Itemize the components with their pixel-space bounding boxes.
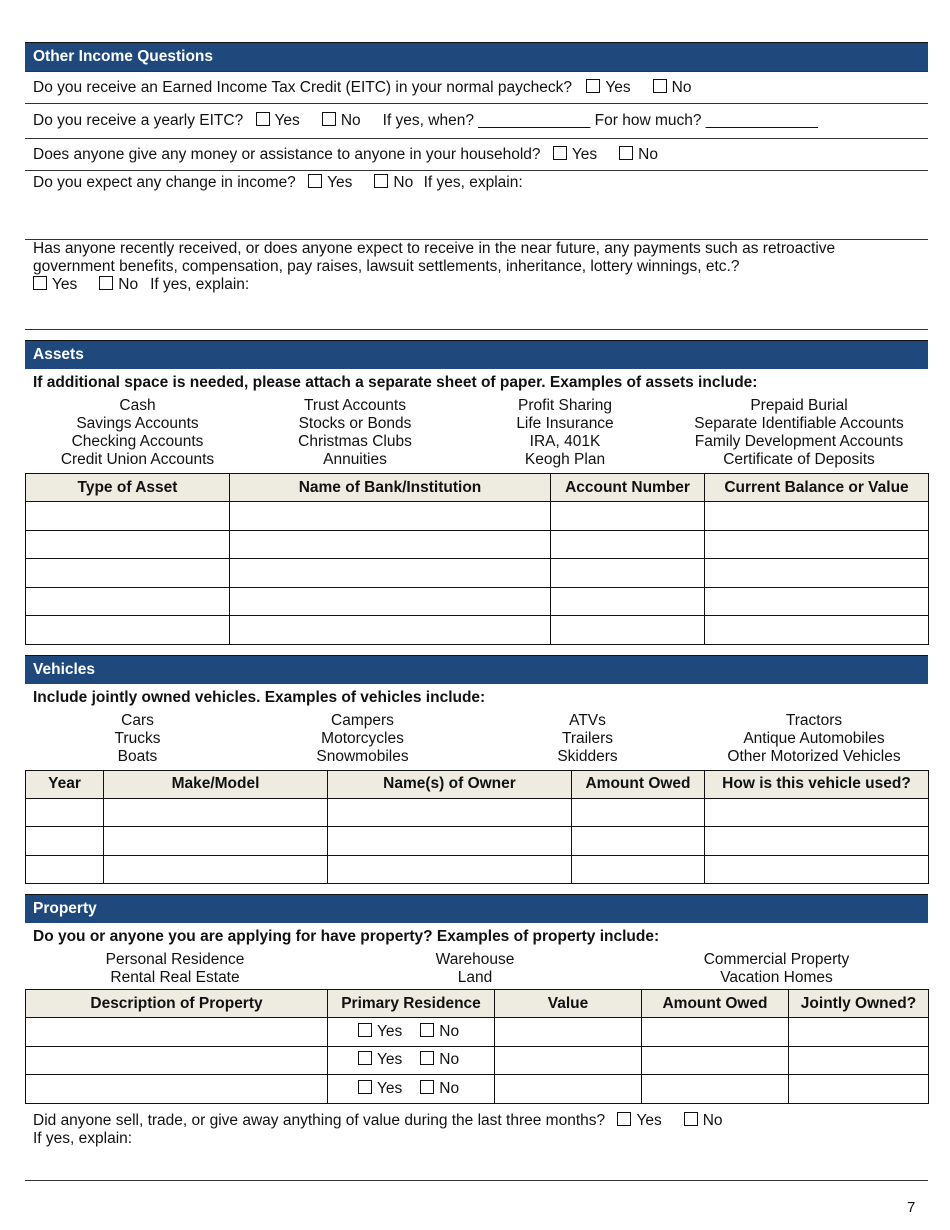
question-text: Did anyone sell, trade, or give away anything of value during the last three months?: [33, 1111, 606, 1129]
when-field[interactable]: If yes, when? _____________: [382, 112, 591, 129]
column-header: Primary Residence: [328, 990, 495, 1018]
question-text: Does anyone give any money or assistance to anyone in your household?: [33, 146, 541, 163]
table-cell[interactable]: [230, 587, 551, 616]
no-checkbox[interactable]: [374, 174, 388, 188]
no-label: No: [393, 174, 414, 191]
table-cell[interactable]: [551, 502, 705, 531]
yes-checkbox[interactable]: [308, 174, 322, 188]
question-eitc-paycheck: [25, 71, 928, 104]
table-cell[interactable]: [26, 798, 104, 827]
asset-example-column: Prepaid Burial Separate Identifiable Accounts Family Development Accounts Certificate of Deposits: [694, 397, 904, 468]
yes-checkbox[interactable]: [358, 1023, 372, 1037]
question-text-line-2: government benefits, compensation, pay raises, lawsuit settlements, inheritance, lottery winnings, etc.?: [33, 258, 740, 275]
no-checkbox[interactable]: [420, 1051, 434, 1065]
section-header-property: Property: [25, 894, 928, 923]
column-header: Value: [495, 990, 642, 1018]
no-label: No: [340, 112, 361, 129]
section-header-other-income: Other Income Questions: [25, 42, 928, 71]
primary-residence-cell: [328, 1018, 495, 1047]
table-cell[interactable]: [789, 1075, 929, 1104]
yes-checkbox[interactable]: [33, 276, 47, 290]
yes-label: Yes: [52, 276, 78, 293]
yes-checkbox[interactable]: [358, 1051, 372, 1065]
table-cell[interactable]: [572, 827, 705, 856]
vehicle-examples: [25, 712, 928, 766]
yes-label: Yes: [377, 1051, 403, 1069]
column-header: Amount Owed: [642, 990, 789, 1018]
column-header: Amount Owed: [572, 770, 705, 798]
column-header: Make/Model: [104, 770, 328, 798]
explain-label: If yes, explain:: [33, 1129, 133, 1147]
table-row: [26, 855, 929, 884]
table-cell[interactable]: [26, 1046, 328, 1075]
table-row: [26, 1075, 929, 1104]
vehicles-table: [25, 770, 929, 885]
question-income-change[interactable]: [25, 171, 928, 240]
yes-label: Yes: [327, 174, 353, 191]
vehicle-example-column: ATVs Trailers Skidders: [557, 711, 618, 765]
yes-checkbox[interactable]: [256, 112, 270, 126]
table-cell[interactable]: [789, 1018, 929, 1047]
vehicles-intro: Include jointly owned vehicles. Examples of vehicles include:: [33, 688, 486, 706]
vehicle-example-column: Cars Trucks Boats: [114, 711, 161, 765]
table-cell[interactable]: [642, 1075, 789, 1104]
column-header: Current Balance or Value: [705, 474, 929, 502]
property-example-column: Commercial Property Vacation Homes: [703, 951, 850, 986]
explain-label: If yes, explain:: [150, 276, 250, 293]
table-cell[interactable]: [551, 530, 705, 559]
no-label: No: [439, 1079, 460, 1097]
column-header: How is this vehicle used?: [705, 770, 929, 798]
property-examples: [25, 951, 928, 987]
table-cell[interactable]: [642, 1046, 789, 1075]
yes-label: Yes: [571, 146, 598, 163]
section-header-assets: Assets: [25, 340, 928, 369]
table-cell[interactable]: [572, 798, 705, 827]
yes-checkbox[interactable]: [617, 1112, 631, 1126]
column-header: Description of Property: [26, 990, 328, 1018]
table-row: [26, 1046, 929, 1075]
table-cell[interactable]: [104, 798, 328, 827]
column-header: Name(s) of Owner: [328, 770, 572, 798]
yes-label: Yes: [605, 79, 631, 96]
asset-examples: [25, 397, 928, 469]
yes-label: Yes: [636, 1111, 662, 1129]
table-header-row: [26, 990, 929, 1018]
no-checkbox[interactable]: [322, 112, 336, 126]
column-header: Name of Bank/Institution: [230, 474, 551, 502]
table-cell[interactable]: [705, 587, 929, 616]
vehicle-example-column: Tractors Antique Automobiles Other Motorized Vehicles: [727, 711, 901, 765]
column-header: Type of Asset: [26, 474, 230, 502]
yes-label: Yes: [377, 1022, 403, 1040]
table-cell[interactable]: [705, 855, 929, 884]
no-checkbox[interactable]: [99, 276, 113, 290]
table-row: [26, 559, 929, 588]
no-label: No: [118, 276, 139, 293]
table-cell[interactable]: [230, 530, 551, 559]
no-label: No: [439, 1051, 460, 1069]
table-row: [26, 1018, 929, 1047]
table-cell[interactable]: [789, 1046, 929, 1075]
no-label: No: [671, 79, 692, 96]
no-label: No: [439, 1022, 460, 1040]
question-sell-trade[interactable]: [25, 1104, 928, 1181]
property-example-column: Personal Residence Rental Real Estate: [105, 951, 245, 986]
asset-example-column: Profit Sharing Life Insurance IRA, 401K Keogh Plan: [516, 397, 614, 468]
table-cell[interactable]: [705, 827, 929, 856]
table-cell[interactable]: [551, 616, 705, 645]
page-number: 7: [907, 1199, 916, 1216]
question-text-line-1: Has anyone recently received, or does anyone expect to receive in the near future, any payments such as retroactive: [33, 240, 836, 257]
explain-label: If yes, explain:: [423, 174, 523, 191]
table-cell[interactable]: [230, 616, 551, 645]
table-cell[interactable]: [104, 827, 328, 856]
table-header-row: [26, 474, 929, 502]
table-row: [26, 616, 929, 645]
yes-checkbox[interactable]: [553, 146, 567, 160]
property-example-column: Warehouse Land: [435, 951, 515, 986]
table-header-row: [26, 770, 929, 798]
property-intro: Do you or anyone you are applying for have property? Examples of property include:: [33, 928, 660, 945]
table-row: [26, 502, 929, 531]
property-table: [25, 989, 929, 1104]
column-header: Year: [26, 770, 104, 798]
table-cell[interactable]: [26, 827, 104, 856]
table-row: [26, 827, 929, 856]
table-cell[interactable]: [495, 1075, 642, 1104]
assets-table: [25, 473, 929, 645]
yes-label: Yes: [377, 1079, 403, 1097]
question-text: Do you receive an Earned Income Tax Credit (EITC) in your normal paycheck?: [33, 79, 573, 96]
no-checkbox[interactable]: [684, 1112, 698, 1126]
table-cell[interactable]: [26, 530, 230, 559]
table-cell[interactable]: [572, 855, 705, 884]
table-cell[interactable]: [551, 559, 705, 588]
table-cell[interactable]: [328, 827, 572, 856]
no-label: No: [702, 1111, 723, 1129]
yes-checkbox[interactable]: [358, 1080, 372, 1094]
how-much-field[interactable]: For how much? _____________: [594, 112, 818, 129]
table-cell[interactable]: [26, 1018, 328, 1047]
section-header-vehicles: Vehicles: [25, 655, 928, 684]
asset-example-column: Cash Savings Accounts Checking Accounts Credit Union Accounts: [60, 397, 215, 468]
table-cell[interactable]: [26, 587, 230, 616]
table-cell[interactable]: [328, 798, 572, 827]
asset-example-column: Trust Accounts Stocks or Bonds Christmas Clubs Annuities: [298, 397, 412, 468]
primary-residence-cell: [328, 1075, 495, 1104]
table-cell[interactable]: [705, 502, 929, 531]
question-text: Do you expect any change in income?: [33, 174, 296, 191]
table-cell[interactable]: [328, 855, 572, 884]
table-cell[interactable]: [495, 1046, 642, 1075]
no-checkbox[interactable]: [653, 79, 667, 93]
table-cell[interactable]: [26, 502, 230, 531]
table-cell[interactable]: [705, 559, 929, 588]
no-checkbox[interactable]: [420, 1023, 434, 1037]
no-label: No: [638, 146, 658, 163]
table-cell[interactable]: [642, 1018, 789, 1047]
table-row: [26, 798, 929, 827]
table-cell[interactable]: [104, 855, 328, 884]
question-recent-payments[interactable]: [25, 240, 928, 330]
table-cell[interactable]: [230, 559, 551, 588]
column-header: Account Number: [551, 474, 705, 502]
yes-checkbox[interactable]: [586, 79, 600, 93]
table-cell[interactable]: [495, 1018, 642, 1047]
table-cell[interactable]: [705, 798, 929, 827]
table-cell[interactable]: [230, 502, 551, 531]
assets-intro: If additional space is needed, please attach a separate sheet of paper. Examples of assets include:: [33, 374, 758, 391]
no-checkbox[interactable]: [420, 1080, 434, 1094]
question-money-assistance: [25, 139, 928, 171]
table-cell[interactable]: [26, 855, 104, 884]
table-cell[interactable]: [26, 616, 230, 645]
question-yearly-eitc: [25, 104, 928, 139]
table-cell[interactable]: [705, 616, 929, 645]
table-cell[interactable]: [26, 1075, 328, 1104]
table-cell[interactable]: [551, 587, 705, 616]
primary-residence-cell: [328, 1046, 495, 1075]
yes-label: Yes: [274, 112, 300, 129]
vehicle-example-column: Campers Motorcycles Snowmobiles: [316, 711, 409, 765]
table-row: [26, 530, 929, 559]
form-page: [25, 42, 928, 1181]
table-cell[interactable]: [26, 559, 230, 588]
table-row: [26, 587, 929, 616]
question-text: Do you receive a yearly EITC?: [33, 112, 244, 129]
column-header: Jointly Owned?: [789, 990, 929, 1018]
no-checkbox[interactable]: [619, 146, 633, 160]
table-cell[interactable]: [705, 530, 929, 559]
